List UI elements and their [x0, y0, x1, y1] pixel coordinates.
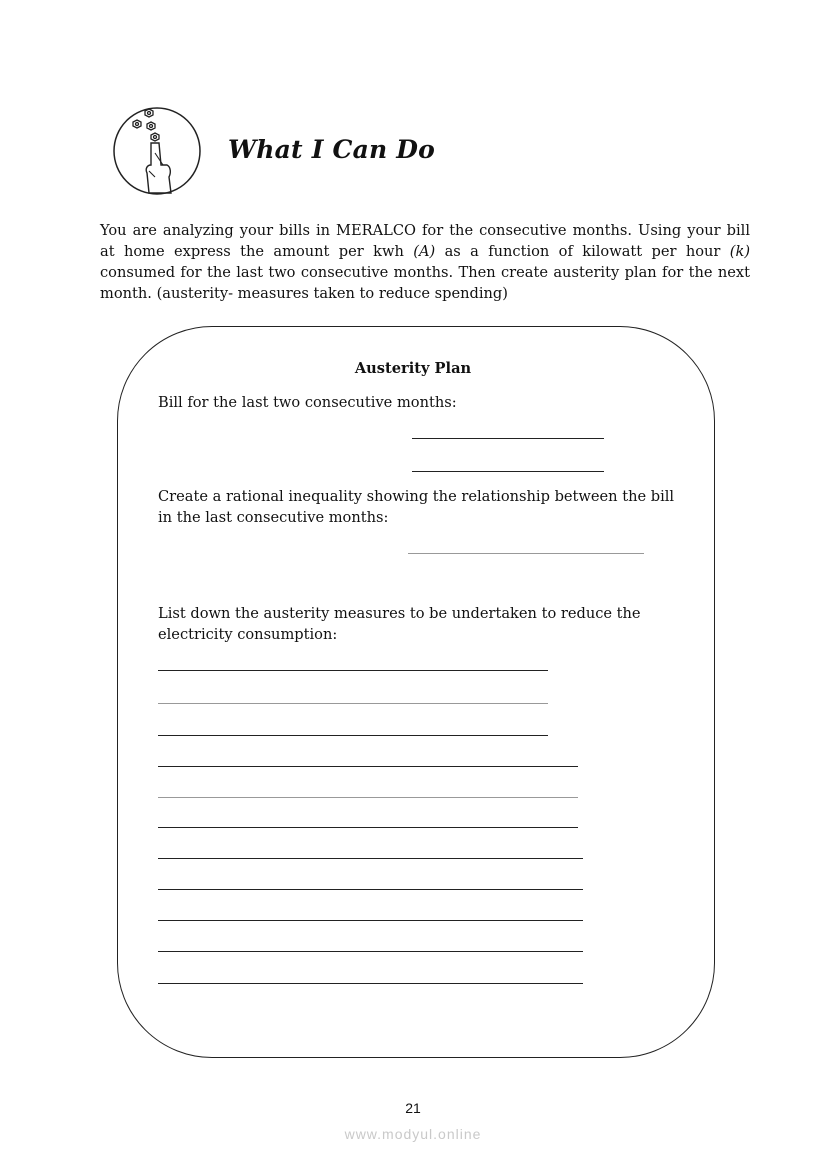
measure-answer-line[interactable] — [158, 920, 583, 921]
measure-answer-line[interactable] — [158, 670, 548, 671]
page-number: 21 — [405, 1100, 421, 1116]
measure-answer-line[interactable] — [158, 983, 583, 984]
measure-answer-line[interactable] — [158, 858, 583, 859]
inequality-answer-line[interactable] — [408, 553, 644, 554]
inequality-prompt-line-2: in the last consecutive months: — [158, 509, 389, 526]
measure-answer-line[interactable] — [158, 766, 578, 767]
inequality-prompt-line-1: Create a rational inequality showing the relationship between the bill — [158, 488, 675, 505]
intro-paragraph: You are analyzing your bills in MERALCO for the consecutive months. Using your bill at home express the amount per kwh (A) as a function of kilowatt per hour (k) consumed for the last two consecutive months. Then create austerity plan for the next month. (austerity- measures taken to reduce spending) — [100, 222, 751, 302]
measure-answer-line[interactable] — [158, 827, 578, 828]
measure-answer-line[interactable] — [158, 889, 583, 890]
measure-answer-line[interactable] — [158, 797, 578, 798]
measure-answer-line[interactable] — [158, 735, 548, 736]
bill-prompt: Bill for the last two consecutive months: — [158, 394, 457, 411]
bill-answer-line-1[interactable] — [412, 438, 604, 439]
measure-answer-line[interactable] — [158, 703, 548, 704]
measures-prompt-line-2: electricity consumption: — [158, 626, 338, 643]
hand-with-gears-icon — [113, 107, 201, 195]
plan-title: Austerity Plan — [354, 360, 472, 377]
measure-answer-line[interactable] — [158, 951, 583, 952]
measures-prompt-line-1: List down the austerity measures to be undertaken to reduce the — [158, 605, 641, 622]
watermark: www.modyul.online — [344, 1126, 482, 1142]
page-title: What I Can Do — [228, 135, 436, 164]
austerity-plan-box — [117, 326, 715, 1058]
bill-answer-line-2[interactable] — [412, 471, 604, 472]
